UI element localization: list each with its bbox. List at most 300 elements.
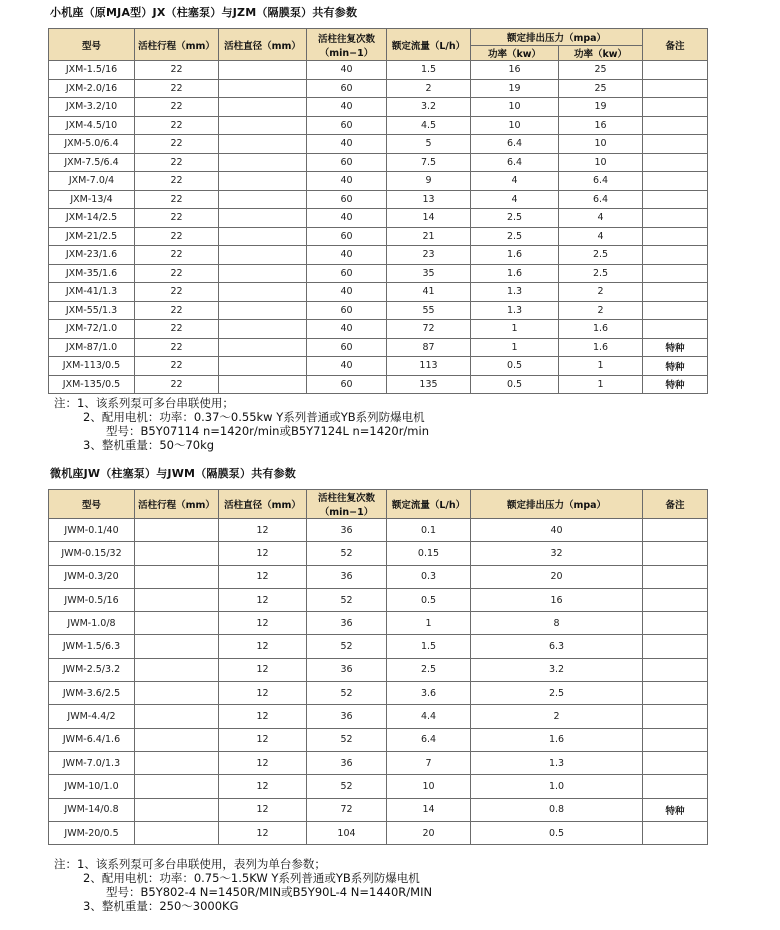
cell-model: JXM-135/0.5 [49,375,135,394]
table-row [49,246,708,265]
cell-stroke [135,682,219,705]
table-row [49,61,708,80]
cell-remark [643,658,708,681]
cell-freq: 40 [307,283,387,302]
cell-flow: 1 [387,612,471,635]
cell-p1: 6.4 [471,153,559,172]
cell-diameter [219,153,307,172]
cell-model: JXM-23/1.6 [49,246,135,265]
cell-model: JXM-13/4 [49,190,135,209]
cell-pressure: 1.0 [471,775,643,798]
cell-diameter: 12 [219,705,307,728]
cell-stroke: 22 [135,301,219,320]
cell-model: JXM-14/2.5 [49,209,135,228]
cell-freq: 60 [307,116,387,135]
cell-p1: 19 [471,79,559,98]
cell-model: JWM-1.5/6.3 [49,635,135,658]
cell-freq: 60 [307,375,387,394]
cell-freq: 40 [307,246,387,265]
cell-diameter: 12 [219,588,307,611]
table-row [49,821,708,844]
header-flow: 额定流量（L/h） [387,490,471,519]
cell-freq: 60 [307,301,387,320]
header-pressure: 额定排出压力（mpa） [471,490,643,519]
cell-p1: 2.5 [471,227,559,246]
cell-stroke [135,519,219,542]
cell-diameter [219,98,307,117]
cell-remark [643,246,708,265]
cell-stroke: 22 [135,135,219,154]
cell-stroke: 22 [135,264,219,283]
jw-jwm-parameter-table [48,489,708,845]
cell-remark: 特种 [643,338,708,357]
cell-stroke [135,821,219,844]
cell-diameter [219,320,307,339]
cell-stroke: 22 [135,116,219,135]
cell-p2: 1 [559,375,643,394]
cell-freq: 104 [307,821,387,844]
table-row [49,116,708,135]
note-line: 2、配用电机：功率：0.37～0.55kw Y系列普通或YB系列防爆电机 [83,410,425,424]
cell-pressure: 2 [471,705,643,728]
table-row [49,301,708,320]
cell-p2: 16 [559,116,643,135]
header-model: 型号 [49,490,135,519]
cell-freq: 36 [307,751,387,774]
header-model: 型号 [49,29,135,61]
cell-remark [643,190,708,209]
cell-p2: 1.6 [559,320,643,339]
section1-title: 小机座（原MJA型）JX（柱塞泵）与JZM（隔膜泵）共有参数 [50,6,358,19]
cell-flow: 0.3 [387,565,471,588]
table-row [49,542,708,565]
cell-diameter: 12 [219,565,307,588]
cell-flow: 72 [387,320,471,339]
cell-p2: 4 [559,209,643,228]
cell-freq: 36 [307,565,387,588]
cell-remark [643,821,708,844]
cell-diameter: 12 [219,751,307,774]
table-row [49,519,708,542]
table-row [49,320,708,339]
cell-flow: 13 [387,190,471,209]
note-line: 注：1、该系列泵可多台串联使用，表列为单台参数； [54,857,326,871]
table-row [49,612,708,635]
cell-pressure: 1.6 [471,728,643,751]
cell-remark [643,264,708,283]
cell-p1: 1.3 [471,283,559,302]
cell-p2: 19 [559,98,643,117]
cell-model: JWM-1.0/8 [49,612,135,635]
cell-model: JWM-0.3/20 [49,565,135,588]
cell-flow: 7 [387,751,471,774]
note-line: 注：1、该系列泵可多台串联使用； [54,396,234,410]
cell-model: JXM-1.5/16 [49,61,135,80]
cell-flow: 2.5 [387,658,471,681]
cell-model: JXM-41/1.3 [49,283,135,302]
cell-diameter [219,209,307,228]
table-row [49,98,708,117]
cell-model: JWM-3.6/2.5 [49,682,135,705]
cell-model: JXM-55/1.3 [49,301,135,320]
table-row [49,357,708,376]
header-flow: 额定流量（L/h） [387,29,471,61]
cell-stroke [135,751,219,774]
cell-stroke: 22 [135,357,219,376]
cell-model: JWM-10/1.0 [49,775,135,798]
table-row [49,153,708,172]
table-row [49,775,708,798]
cell-diameter: 12 [219,682,307,705]
cell-diameter: 12 [219,519,307,542]
cell-p1: 6.4 [471,135,559,154]
cell-model: JWM-4.4/2 [49,705,135,728]
cell-stroke: 22 [135,172,219,191]
cell-pressure: 2.5 [471,682,643,705]
cell-freq: 40 [307,209,387,228]
cell-diameter [219,135,307,154]
section2-title: 微机座JW（柱塞泵）与JWM（隔膜泵）共有参数 [50,467,296,480]
cell-stroke: 22 [135,227,219,246]
cell-diameter: 12 [219,542,307,565]
header-frequency [307,490,387,519]
cell-stroke: 22 [135,98,219,117]
table-row [49,658,708,681]
table-row [49,565,708,588]
cell-diameter: 12 [219,635,307,658]
header-pressure: 额定排出压力（mpa） [471,29,643,46]
cell-p2: 10 [559,153,643,172]
cell-stroke [135,635,219,658]
cell-freq: 52 [307,775,387,798]
cell-remark [643,79,708,98]
cell-freq: 52 [307,635,387,658]
cell-p2: 2.5 [559,264,643,283]
note-line: 型号：B5Y07114 n=1420r/min或B5Y7124L n=1420r/min [106,424,429,438]
cell-p1: 1.3 [471,301,559,320]
cell-diameter [219,357,307,376]
table-row [49,135,708,154]
cell-pressure: 20 [471,565,643,588]
cell-diameter [219,116,307,135]
jx-jzm-parameter-table [48,28,708,394]
cell-diameter: 12 [219,612,307,635]
cell-flow: 23 [387,246,471,265]
cell-freq: 40 [307,357,387,376]
cell-pressure: 0.8 [471,798,643,821]
header-frequency-line1: 活柱往复次数 [317,33,375,45]
table-row [49,172,708,191]
cell-stroke: 22 [135,79,219,98]
cell-flow: 9 [387,172,471,191]
cell-stroke: 22 [135,153,219,172]
cell-model: JXM-87/1.0 [49,338,135,357]
cell-freq: 40 [307,98,387,117]
cell-stroke: 22 [135,61,219,80]
cell-diameter: 12 [219,658,307,681]
cell-diameter: 12 [219,775,307,798]
header-frequency-line1: 活柱往复次数 [317,493,375,504]
cell-p2: 1 [559,357,643,376]
cell-flow: 4.5 [387,116,471,135]
cell-pressure: 8 [471,612,643,635]
cell-p1: 0.5 [471,357,559,376]
cell-p2: 10 [559,135,643,154]
cell-p2: 25 [559,79,643,98]
cell-flow: 5 [387,135,471,154]
cell-freq: 60 [307,153,387,172]
header-frequency [307,29,387,61]
cell-p1: 10 [471,98,559,117]
table-row [49,79,708,98]
cell-remark: 特种 [643,375,708,394]
cell-p1: 2.5 [471,209,559,228]
cell-flow: 21 [387,227,471,246]
cell-stroke: 22 [135,246,219,265]
header-power-b: 功率（kw） [559,46,643,61]
cell-p1: 0.5 [471,375,559,394]
cell-flow: 1.5 [387,635,471,658]
cell-freq: 60 [307,264,387,283]
header-remark: 备注 [643,490,708,519]
cell-stroke [135,728,219,751]
cell-flow: 135 [387,375,471,394]
cell-remark [643,519,708,542]
cell-flow: 87 [387,338,471,357]
cell-model: JWM-20/0.5 [49,821,135,844]
cell-model: JXM-21/2.5 [49,227,135,246]
cell-p1: 1.6 [471,246,559,265]
cell-model: JWM-0.1/40 [49,519,135,542]
cell-diameter [219,172,307,191]
cell-freq: 72 [307,798,387,821]
note-line: 3、整机重量：50～70kg [83,438,215,452]
section1-notes [54,396,429,452]
cell-flow: 113 [387,357,471,376]
table-row [49,375,708,394]
table-row [49,682,708,705]
cell-stroke [135,705,219,728]
cell-remark [643,728,708,751]
cell-flow: 1.5 [387,61,471,80]
cell-freq: 36 [307,612,387,635]
table-row [49,338,708,357]
cell-pressure: 6.3 [471,635,643,658]
table-row [49,798,708,821]
cell-stroke [135,775,219,798]
cell-remark [643,542,708,565]
cell-remark [643,751,708,774]
cell-remark: 特种 [643,798,708,821]
cell-diameter [219,61,307,80]
cell-flow: 41 [387,283,471,302]
cell-freq: 60 [307,338,387,357]
cell-remark: 特种 [643,357,708,376]
cell-p1: 4 [471,190,559,209]
cell-flow: 2 [387,79,471,98]
note-line: 2、配用电机：功率：0.75～1.5KW Y系列普通或YB系列防爆电机 [83,871,420,885]
cell-model: JXM-5.0/6.4 [49,135,135,154]
cell-freq: 52 [307,542,387,565]
cell-remark [643,635,708,658]
cell-p2: 1.6 [559,338,643,357]
cell-p2: 4 [559,227,643,246]
cell-diameter [219,283,307,302]
table-row [49,728,708,751]
cell-diameter [219,301,307,320]
cell-model: JWM-0.5/16 [49,588,135,611]
table-row [49,705,708,728]
cell-model: JXM-4.5/10 [49,116,135,135]
table-row [49,190,708,209]
cell-model: JXM-7.5/6.4 [49,153,135,172]
cell-flow: 14 [387,798,471,821]
cell-flow: 3.6 [387,682,471,705]
cell-remark [643,682,708,705]
cell-remark [643,775,708,798]
cell-diameter [219,375,307,394]
cell-diameter: 12 [219,821,307,844]
cell-model: JXM-3.2/10 [49,98,135,117]
cell-diameter [219,338,307,357]
cell-freq: 36 [307,705,387,728]
cell-pressure: 3.2 [471,658,643,681]
cell-remark [643,209,708,228]
cell-diameter: 12 [219,728,307,751]
cell-p1: 1.6 [471,264,559,283]
cell-flow: 14 [387,209,471,228]
cell-model: JXM-2.0/16 [49,79,135,98]
cell-diameter [219,264,307,283]
cell-remark [643,61,708,80]
cell-diameter [219,79,307,98]
cell-diameter: 12 [219,798,307,821]
cell-flow: 3.2 [387,98,471,117]
cell-freq: 40 [307,320,387,339]
cell-remark [643,98,708,117]
header-power-a: 功率（kw） [471,46,559,61]
cell-freq: 36 [307,519,387,542]
cell-p1: 10 [471,116,559,135]
cell-freq: 60 [307,190,387,209]
table-row [49,283,708,302]
note-line: 3、整机重量：250～3000KG [83,899,239,913]
cell-model: JWM-0.15/32 [49,542,135,565]
table-row [49,209,708,228]
cell-pressure: 0.5 [471,821,643,844]
cell-p2: 6.4 [559,190,643,209]
cell-freq: 40 [307,135,387,154]
cell-remark [643,283,708,302]
cell-flow: 20 [387,821,471,844]
note-line: 型号：B5Y802-4 N=1450R/MIN或B5Y90L-4 N=1440R/MIN [106,885,433,899]
cell-stroke: 22 [135,190,219,209]
cell-remark [643,301,708,320]
cell-stroke: 22 [135,338,219,357]
cell-stroke [135,798,219,821]
cell-flow: 0.15 [387,542,471,565]
cell-freq: 52 [307,682,387,705]
cell-p2: 2 [559,283,643,302]
cell-freq: 52 [307,588,387,611]
cell-model: JXM-113/0.5 [49,357,135,376]
cell-remark [643,320,708,339]
cell-pressure: 40 [471,519,643,542]
cell-remark [643,565,708,588]
cell-stroke [135,588,219,611]
cell-remark [643,172,708,191]
cell-p1: 1 [471,320,559,339]
cell-p2: 2.5 [559,246,643,265]
cell-flow: 7.5 [387,153,471,172]
cell-p2: 2 [559,301,643,320]
header-stroke: 活柱行程（mm） [135,490,219,519]
cell-stroke [135,658,219,681]
cell-stroke [135,542,219,565]
cell-pressure: 16 [471,588,643,611]
cell-freq: 60 [307,79,387,98]
header-diameter: 活柱直径（mm） [219,29,307,61]
cell-stroke: 22 [135,209,219,228]
table-row [49,751,708,774]
cell-diameter [219,246,307,265]
table-row [49,227,708,246]
cell-model: JXM-72/1.0 [49,320,135,339]
cell-remark [643,116,708,135]
header-frequency-line2: （min−1） [319,47,374,59]
cell-p2: 6.4 [559,172,643,191]
table-row [49,588,708,611]
cell-diameter [219,190,307,209]
cell-p2: 25 [559,61,643,80]
cell-stroke: 22 [135,320,219,339]
header-frequency-line2: （min−1） [319,507,374,518]
cell-freq: 60 [307,227,387,246]
header-remark: 备注 [643,29,708,61]
cell-flow: 4.4 [387,705,471,728]
cell-model: JWM-6.4/1.6 [49,728,135,751]
cell-model: JXM-7.0/4 [49,172,135,191]
cell-remark [643,135,708,154]
cell-stroke [135,612,219,635]
cell-remark [643,612,708,635]
cell-model: JWM-7.0/1.3 [49,751,135,774]
cell-remark [643,153,708,172]
cell-model: JWM-14/0.8 [49,798,135,821]
table-row [49,264,708,283]
cell-remark [643,588,708,611]
header-diameter: 活柱直径（mm） [219,490,307,519]
cell-pressure: 32 [471,542,643,565]
header-stroke: 活柱行程（mm） [135,29,219,61]
cell-model: JXM-35/1.6 [49,264,135,283]
cell-flow: 35 [387,264,471,283]
cell-freq: 40 [307,172,387,191]
cell-flow: 0.5 [387,588,471,611]
cell-freq: 52 [307,728,387,751]
section2-notes [54,857,432,913]
cell-p1: 16 [471,61,559,80]
cell-remark [643,705,708,728]
cell-flow: 0.1 [387,519,471,542]
cell-diameter [219,227,307,246]
table-row [49,635,708,658]
cell-stroke [135,565,219,588]
cell-stroke: 22 [135,375,219,394]
cell-remark [643,227,708,246]
cell-stroke: 22 [135,283,219,302]
cell-p1: 4 [471,172,559,191]
